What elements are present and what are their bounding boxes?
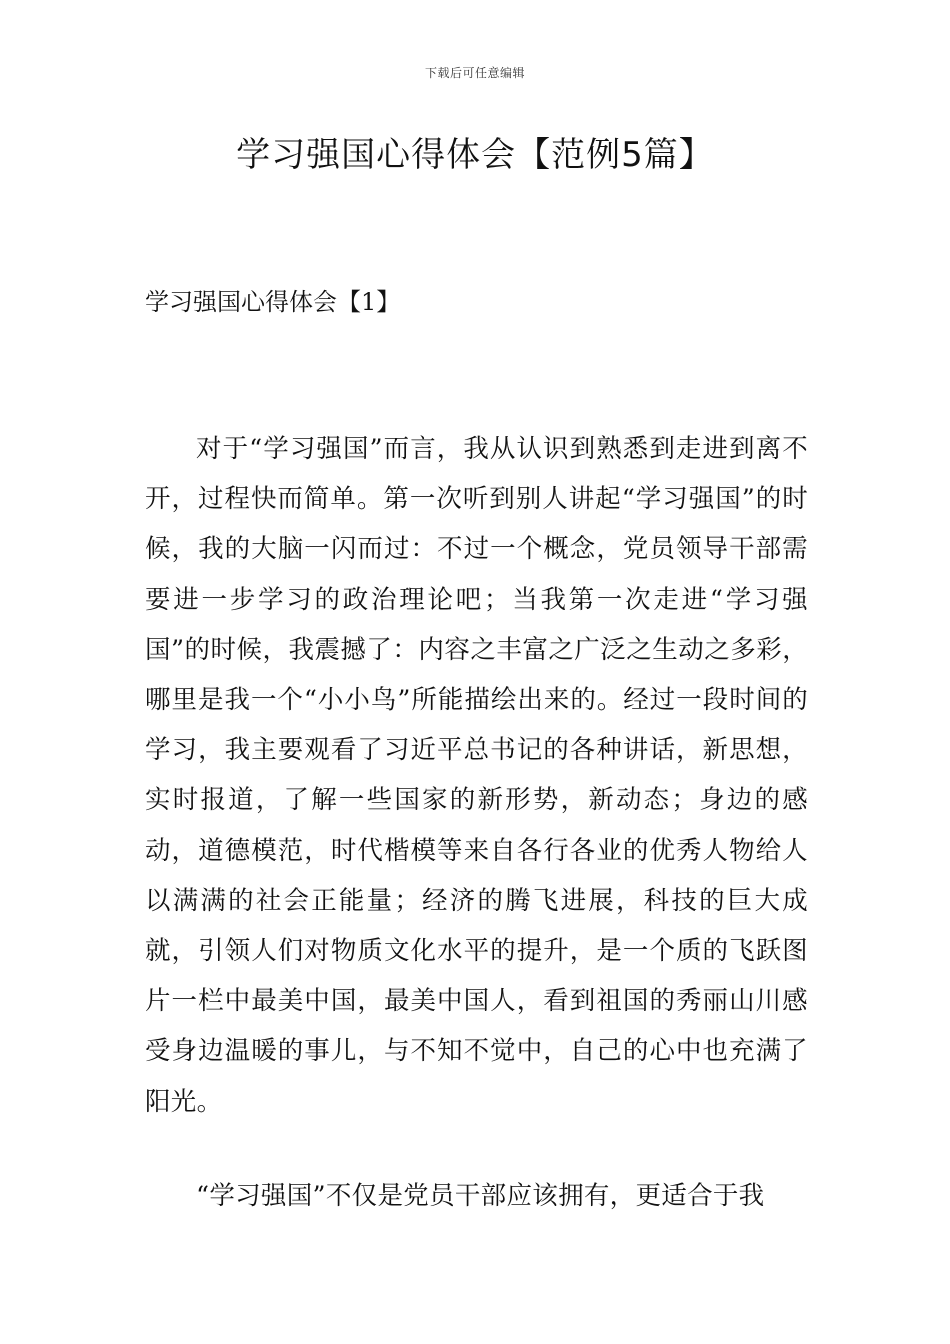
body-paragraph: “学习强国”不仅是党员干部应该拥有，更适合于我 xyxy=(196,1181,765,1211)
header-note: 下载后可任意编辑 xyxy=(424,66,525,80)
body-paragraph: 对于“学习强国”而言，我从认识到熟悉到走进到离不开，过程快而简单。第一次听到别人讲起“学习强国”的时候，我的大脑一闪而过：不过一个概念，党员领导干部需要进一步学习的政治理论吧；当我第一次走进“学习强国”的时候，我震撼了：内容之丰富之广泛之生动之多彩，哪里是我一个“小小鸟”所能描绘出来的。经过一段时间的学习，我主要观看了习近平总书记的各种讲话，新思想，实时报道，了解一些国家的新形势，新动态；身边的感动，道德模范，时代楷模等来自各行各业的优秀人物给人以满满的社会正能量；经济的腾飞进展，科技的巨大成就，引领人们对物质文化水平的提升，是一个质的飞跃图片一栏中最美中国，最美中国人，看到祖国的秀丽山川感受身边温暖的事儿，与不知不觉中，自己的心中也充满了阳光。 xyxy=(145,434,808,1117)
document-title: 学习强国心得体会【范例5篇】 xyxy=(236,135,714,175)
section-heading: 学习强国心得体会【1】 xyxy=(145,288,401,316)
